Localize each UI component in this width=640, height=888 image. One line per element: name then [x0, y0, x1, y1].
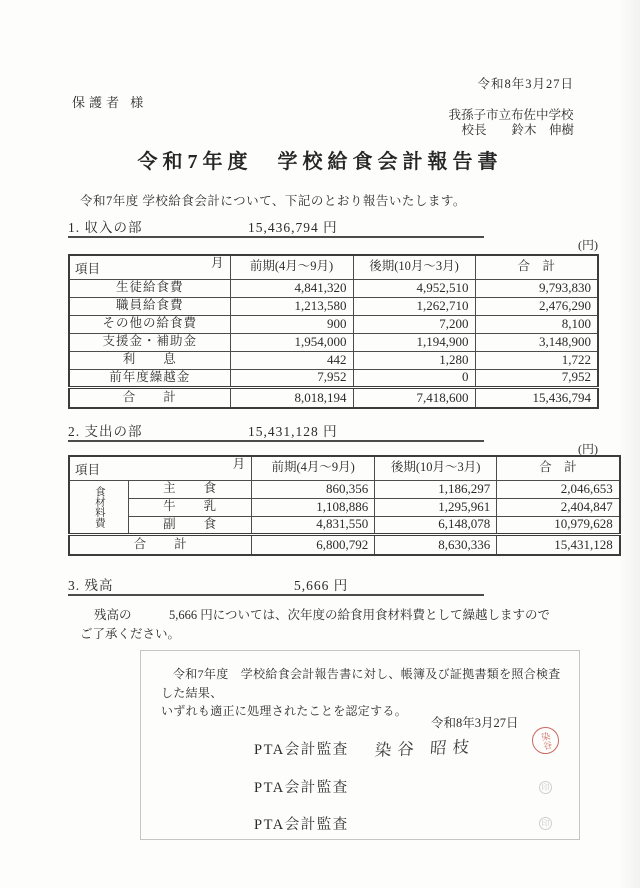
row-label: 主 食	[129, 480, 252, 498]
row-first-value: 4,831,550	[252, 516, 375, 534]
total-row-label: 合 計	[69, 387, 230, 408]
row-label: 牛 乳	[129, 498, 252, 516]
header-cell-item-month	[69, 255, 230, 279]
row-first-value: 1,108,886	[252, 498, 375, 516]
row-first-value: 1,213,580	[230, 297, 353, 315]
row-total-value: 8,100	[475, 315, 598, 333]
row-total-value: 2,404,847	[497, 498, 620, 516]
header-cell-item-month	[69, 456, 252, 480]
issue-date: 令和8年3月27日	[477, 77, 574, 91]
audit-role-label: PTA会計監査	[254, 817, 349, 833]
header-total: 合 計	[475, 255, 598, 279]
expense-unit-note: (円)	[578, 442, 598, 456]
balance-note-line1: 残高の 5,666 円については、次年度の給食用食材料費として繰越しますので	[94, 608, 551, 622]
income-table	[68, 254, 599, 409]
total-row-label: 合 計	[69, 534, 252, 555]
income-total-row	[69, 387, 598, 408]
table-row	[69, 279, 598, 297]
header-total: 合 計	[497, 456, 620, 480]
scan-edge-shadow	[618, 0, 640, 888]
expense-table	[68, 455, 621, 556]
audit-date: 令和8年3月27日	[431, 716, 519, 730]
expense-group-label: 食材料費	[69, 480, 129, 534]
audit-role-label: PTA会計監査	[254, 780, 349, 796]
audit-row-2	[254, 776, 375, 797]
expense-section-label: 2. 支出の部	[68, 424, 143, 439]
row-total-value: 10,979,628	[497, 516, 620, 534]
balance-section-heading	[68, 574, 484, 596]
table-row	[69, 516, 620, 534]
table-row	[69, 498, 620, 516]
row-second-value: 4,952,510	[353, 279, 475, 297]
income-total-amount: 15,436,794 円	[248, 220, 338, 235]
sender-block	[448, 108, 574, 138]
income-section-heading	[68, 216, 484, 238]
auditor-signature: 染谷 昭枝	[373, 737, 476, 760]
audit-statement-line1: 令和7年度 学校給食会計報告書に対し、帳簿及び証拠書類を照合検査した結果、	[161, 667, 561, 700]
intro-text: 令和7年度 学校給食会計について、下記のとおり報告いたします。	[80, 194, 466, 208]
income-section-label: 1. 収入の部	[68, 220, 143, 235]
total-first-value: 6,800,792	[252, 534, 375, 555]
row-label: 支援金・補助金	[69, 333, 230, 351]
header-item-label: 項目	[75, 261, 101, 276]
row-second-value: 1,295,961	[375, 498, 497, 516]
header-month-label: 月	[232, 457, 246, 471]
row-total-value: 2,046,653	[497, 480, 620, 498]
total-total-value: 15,436,794	[475, 387, 598, 408]
header-second-half: 後期(10月～3月)	[375, 456, 497, 480]
audit-row-1	[254, 735, 475, 759]
table-row	[69, 297, 598, 315]
faint-hanko-placeholder-icon: 印	[539, 781, 552, 794]
row-second-value: 1,262,710	[353, 297, 475, 315]
row-first-value: 4,841,320	[230, 279, 353, 297]
table-row	[69, 480, 620, 498]
row-second-value: 7,200	[353, 315, 475, 333]
row-label: 副 食	[129, 516, 252, 534]
total-second-value: 8,630,336	[375, 534, 497, 555]
row-second-value: 6,148,078	[375, 516, 497, 534]
expense-section-heading	[68, 420, 484, 442]
row-second-value: 1,280	[353, 351, 475, 369]
row-first-value: 7,952	[230, 369, 353, 387]
expense-table-header-row	[69, 456, 620, 480]
header-first-half: 前期(4月～9月)	[252, 456, 375, 480]
total-second-value: 7,418,600	[353, 387, 475, 408]
row-total-value: 7,952	[475, 369, 598, 387]
header-month-label: 月	[210, 256, 224, 270]
row-total-value: 2,476,290	[475, 297, 598, 315]
total-total-value: 15,431,128	[497, 534, 620, 555]
row-second-value: 1,194,900	[353, 333, 475, 351]
row-total-value: 3,148,900	[475, 333, 598, 351]
row-second-value: 0	[353, 369, 475, 387]
balance-amount: 5,666 円	[294, 578, 349, 593]
expense-total-row	[69, 534, 620, 555]
row-total-value: 1,722	[475, 351, 598, 369]
header-second-half: 後期(10月～3月)	[353, 255, 475, 279]
principal-name: 校長 鈴木 伸樹	[461, 123, 574, 137]
audit-certification-box	[140, 650, 580, 840]
table-row	[69, 315, 598, 333]
table-row	[69, 351, 598, 369]
row-first-value: 1,954,000	[230, 333, 353, 351]
row-label: 生徒給食費	[69, 279, 230, 297]
audit-role-label: PTA会計監査	[254, 742, 349, 758]
red-hanko-stamp-icon: 染谷	[529, 724, 561, 756]
row-label: その他の給食費	[69, 315, 230, 333]
row-label: 利 息	[69, 351, 230, 369]
balance-note	[80, 606, 550, 645]
faint-hanko-placeholder-icon: 印	[539, 817, 552, 830]
expense-total-amount: 15,431,128 円	[248, 424, 338, 439]
row-second-value: 1,186,297	[375, 480, 497, 498]
total-first-value: 8,018,194	[230, 387, 353, 408]
row-label: 職員給食費	[69, 297, 230, 315]
row-first-value: 860,356	[252, 480, 375, 498]
audit-statement-line2: いずれも適正に処理されたことを認定する。	[161, 704, 408, 719]
income-table-header-row	[69, 255, 598, 279]
table-row	[69, 369, 598, 387]
header-item-label: 項目	[75, 462, 101, 477]
school-name: 我孫子市立布佐中学校	[448, 108, 574, 122]
balance-section-label: 3. 残高	[68, 578, 114, 593]
recipient-label: 保護者 様	[72, 95, 148, 110]
balance-note-line2: ご了承ください。	[80, 627, 181, 642]
row-first-value: 900	[230, 315, 353, 333]
audit-row-3	[254, 813, 375, 834]
row-total-value: 9,793,830	[475, 279, 598, 297]
document-title: 令和7年度 学校給食会計報告書	[137, 151, 503, 173]
income-unit-note: (円)	[578, 238, 598, 252]
header-first-half: 前期(4月～9月)	[230, 255, 353, 279]
row-first-value: 442	[230, 351, 353, 369]
table-row	[69, 333, 598, 351]
row-label: 前年度繰越金	[69, 369, 230, 387]
